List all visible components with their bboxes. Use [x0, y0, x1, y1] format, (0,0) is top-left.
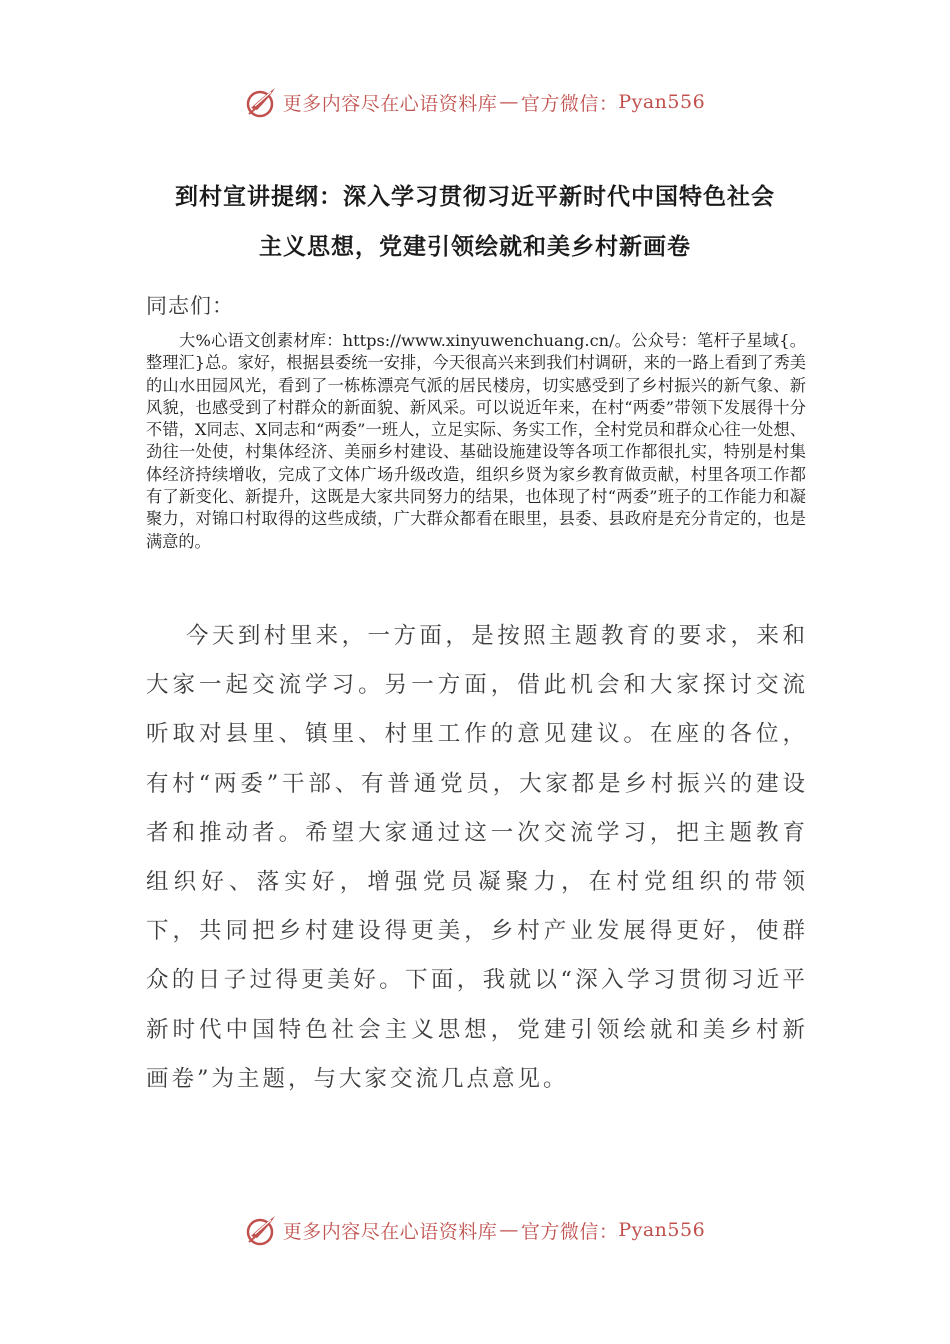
watermark-text: 更多内容尽在心语资料库 [282, 92, 498, 115]
watermark-account: Pyan556 [618, 91, 706, 113]
watermark-banner-bottom [0, 1210, 950, 1250]
paragraph-2: 今天到村里来，一方面，是按照主题教育的要求，来和大家一起交流学习。另一方面，借此机会和大家探讨交流听取对县里、镇里、村里工作的意见建议。在座的各位，有村“两委”干部、有普通党员，大家都是乡村振兴的建设者和推动者。希望大家通过这一次交流学习，把主题教育组织好、落实好，增强党员凝聚力，在村党组织的带领下，共同把乡村建设得更美，乡村产业发展得更好，使群众的日子过得更美好。下面，我就以“深入学习贯彻习近平新时代中国特色社会主义思想，党建引领绘就和美乡村新画卷”为主题，与大家交流几点意见。 [146, 623, 808, 1092]
watermark-account: Pyan556 [618, 1219, 706, 1241]
watermark-dash: — [499, 91, 519, 113]
pen-feather-logo-icon [245, 1212, 281, 1248]
watermark-text: 更多内容尽在心语资料库 [282, 1220, 498, 1243]
watermark-banner-top [0, 82, 950, 122]
watermark-dash: — [499, 1219, 519, 1241]
pen-feather-logo-icon [245, 84, 281, 120]
watermark-label: 官方微信： [520, 92, 619, 115]
document-title-line-2: 主义思想，党建引领绘就和美乡村新画卷 [259, 233, 691, 260]
paragraph-1: 大%心语文创素材库：https://www.xinyuwenchuang.cn/。公众号：笔杆子星域{。整理汇}总。家好，根据县委统一安排，今天很高兴来到我们村调研，来的一路上看到了秀美的山水田园风光，看到了一栋栋漂亮气派的居民楼房，切实感受到了乡村振兴的新气象、新风貌，也感受到了村群众的新面貌、新风采。可以说近年来，在村“两委”带领下发展得十分不错，X同志、X同志和“两委”一班人，立足实际、务实工作，全村党员和群众心往一处想、劲往一处使，村集体经济、美丽乡村建设、基础设施建设等各项工作都很扎实，特别是村集体经济持续增收，完成了文体广场升级改造，组织乡贤为家乡教育做贡献，村里各项工作都有了新变化、新提升，这既是大家共同努力的结果，也体现了村“两委”班子的工作能力和凝聚力，对锦口村取得的这些成绩，广大群众都看在眼里，县委、县政府是充分肯定的，也是满意的。 [146, 331, 806, 551]
salutation: 同志们： [146, 294, 234, 318]
document-title-line-1: 到村宣讲提纲：深入学习贯彻习近平新时代中国特色社会 [175, 183, 775, 210]
watermark-label: 官方微信： [520, 1220, 619, 1243]
